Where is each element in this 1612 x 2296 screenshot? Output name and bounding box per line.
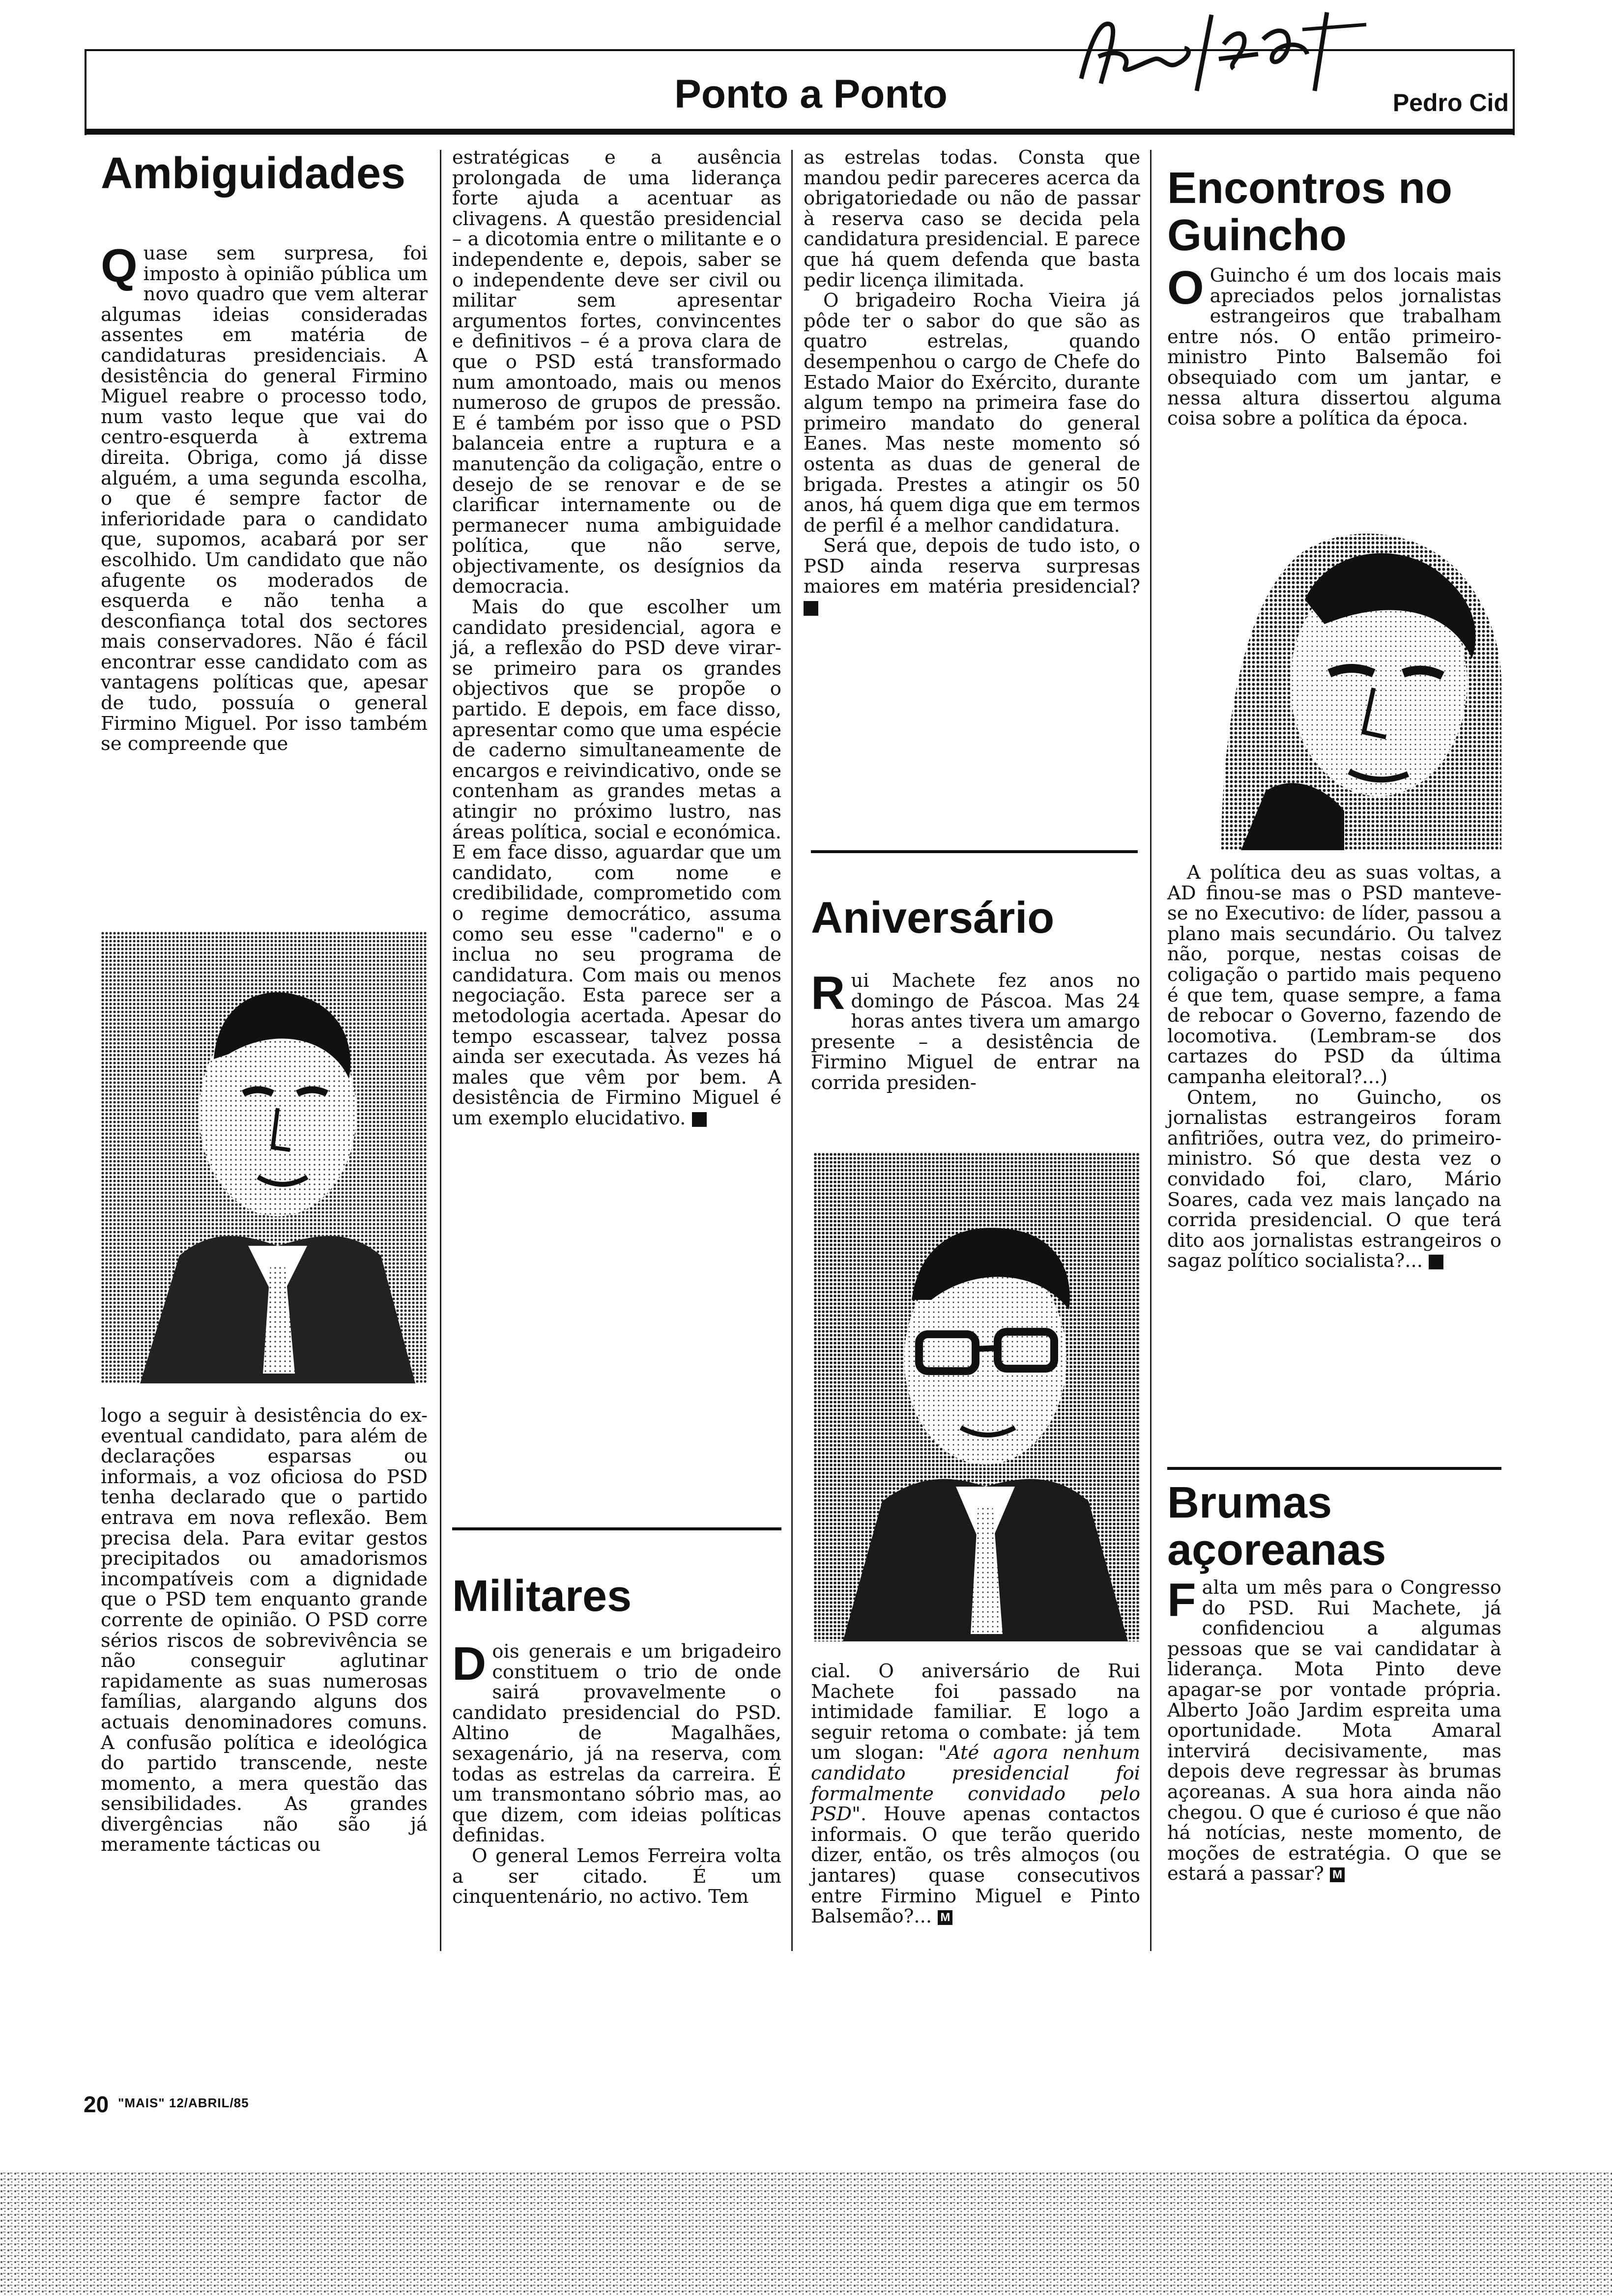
article-encontros-part2 (1167, 862, 1501, 1457)
end-mark-icon: M (1330, 1867, 1345, 1882)
page-number: 20 (84, 2092, 109, 2117)
end-mark-icon: M (1429, 1255, 1443, 1269)
headline-encontros-no-guincho: Encontros no Guincho (1167, 164, 1452, 260)
article-text: alta um mês para o Congresso do PSD. Rui Machete, já confidenciou a algumas pessoas que se vai candidatar à liderança. Mota Pinto deve apagar-se por vontade própria. Alberto João Jardim espreita uma oportunidade. Mota Amaral intervirá decisivamente, mas depois deve regressar às brumas açoreanas. A sua hora ainda não chegou. O que é curioso é que não há notícias, neste momento, de moções de estratégia. O que se estará a passar? (1167, 1577, 1501, 1885)
article-militares-part2 (804, 147, 1140, 826)
column-divider (791, 150, 793, 1951)
headline-militares: Militares (452, 1572, 632, 1621)
headline-brumas-acoreanas: Brumas açoreanas (1167, 1478, 1386, 1575)
dropcap: R (811, 967, 845, 1019)
dropcap: D (452, 1637, 487, 1690)
article-text: ois generais e um brigadeiro constituem o trio de onde sairá provavelmente o candidato presidencial do PSD. Altino de Magalhães, sexagenário, já na reserva, com todas as estrelas da carreira. É um transmontano sóbrio mas, ao que dizem, com ideias políticas definidas. (452, 1640, 781, 1847)
article-text: logo a seguir à desistência do ex-eventual candidato, para além de declarações esparsas ou informais, a voz oficiosa do PSD tenha declarado que o partido entrava em nova reflexão. Bem precisa dela. Para evitar gestos precipitados ou amadorismos incompatíveis com a dignidade que o PSD tem enquanto grande corrente de opinião. O PSD corre sérios riscos de sobrevivência se não conseguir aglutinar rapidamente as suas numerosas famílias, alargando alguns dos actuais denominadores comuns. A confusão política e ideológica do partido transcende, neste momento, a mera questão das sensibilidades. As grandes divergências não são já meramente tácticas ou (101, 1405, 428, 1856)
photo-rui-machete (813, 1152, 1140, 1641)
author-byline: Pedro Cid (1392, 89, 1509, 116)
header-border-left (85, 49, 86, 135)
publication-date: "MAIS" 12/ABRIL/85 (118, 2095, 249, 2110)
article-text: A política deu as suas voltas, a AD finou-se mas o PSD manteve-se no Executivo: de líder, passou a plano mais secundário. Ou talvez não, porque, nestas coisas de coligação o partido mais pequeno é que tem, quase sempre, a fama de rebocar o Governo, fazendo de locomotiva. (Lembram-se dos cartazes do PSD da última campanha eleitoral?...) (1167, 861, 1501, 1088)
end-mark-icon: M (692, 1112, 707, 1127)
article-quote: "Até agora nenhum candidato presidencial foi formalmente convidado pelo PSD" (811, 1742, 1140, 1826)
section-title: Ponto a Ponto (674, 72, 948, 116)
photo-politician-1 (101, 931, 428, 1383)
article-encontros-part1 (1167, 261, 1501, 482)
article-text: Será que, depois de tudo isto, o PSD ainda reserva surpresas maiores em matéria presidencial? (804, 535, 1140, 598)
article-text: O brigadeiro Rocha Vieira já pôde ter o sabor do que são as quatro estrelas, quando desempenhou o cargo de Chefe do Estado Maior do Exército, durante algum tempo na primeira fase do primeiro mandato do general Eanes. Mas neste momento só ostenta as duas de general de brigada. Prestes a atingir os 50 anos, há quem diga que em termos de perfil é a melhor candidatura. (804, 289, 1141, 537)
article-text: Ontem, no Guincho, os jornalistas estrangeiros foram anfitriões, outra vez, do primeiro-ministro. Só que desta vez o convidado foi, claro, Mário Soares, cada vez mais lançado na corrida presidencial. O que terá dito aos jornalistas estrangeiros o sagaz político socialista?... (1167, 1086, 1501, 1272)
headline-aniversario: Aniversário (811, 893, 1055, 943)
article-text: uase sem surpresa, foi imposto à opinião pública um novo quadro que vem alterar algumas ideias consideradas assentes em matéria de candidaturas presidenciais. A desistência do general Firmino Miguel reabre o processo todo, num vasto leque que vai do centro-esquerda à extrema direita. Obriga, como já disse alguém, a uma segunda escolha, o que é sempre factor de inferioridade para o candidato que, supomos, acabará por ser escolhido. Um candidato que não afugente os moderados de esquerda e não tenha a desconfiança total dos sectores mais conservadores. Não é fácil encontrar esse candidato com as vantagens políticas que, apesar de tudo, possuía o general Firmino Miguel. Por isso também se compreende que (101, 242, 428, 755)
article-text: estratégicas e a ausência prolongada de uma liderança forte ajuda a acentuar as clivagens. A questão presidencial – a dicotomia entre o militante e o independente e, depois, saber se o independente deve ser civil ou militar sem apresentar argumentos fortes, convincentes e definitivos – é a prova clara de que o PSD está transformado num amontoado, mais ou menos numeroso de grupos de pressão. E é também por isso que o PSD balanceia entre a ruptura e a manutenção da coligação, entre o desejo de se renovar e de se clarificar internamente ou de permanecer numa ambiguidade política, que não serve, objectivamente, os desígnios da democracia. (452, 146, 781, 598)
headline-ambiguidades: Ambiguidades (101, 149, 406, 198)
article-militares-part1 (452, 1637, 781, 1956)
photo-mario-soares (1167, 496, 1501, 850)
dropcap: Q (101, 239, 138, 292)
end-mark-icon: M (804, 601, 818, 616)
article-text: cial. O aniversário de Rui Machete foi passado na intimidade familiar. E logo a seguir retoma o combate: já tem um slogan: (811, 1660, 1140, 1764)
end-mark-icon: M (938, 1910, 952, 1925)
article-text: as estrelas todas. Consta que mandou pedir pareceres acerca da obrigatoriedade ou não de passar à reserva caso se decida pela candidatura presidencial. E parece que há quem defenda que basta pedir licença ilimitada. (804, 146, 1140, 291)
article-ambiguidades-part1 (101, 239, 428, 921)
dropcap: F (1167, 1574, 1196, 1626)
article-ambiguidades-part2 (101, 1406, 428, 1946)
article-brumas (1167, 1574, 1501, 1956)
article-aniversario-part2 (811, 1661, 1140, 1956)
handwritten-note (1071, 10, 1376, 93)
header-rule (85, 129, 1515, 135)
article-aniversario-part1 (811, 967, 1140, 1128)
article-text: Mais do que escolher um candidato presidencial, agora e já, a reflexão do PSD deve virar-se primeiro para os grandes objectivos que se propõe o partido. E depois, em face disso, apresentar como que uma espécie de caderno simultaneamente de encargos e reivindicativo, onde se contenham as grandes metas a atingir no próximo lustro, nas áreas política, social e económica. E em face disso, aguardar que um candidato, com nome e credibilidade, comprometido com o regime democrático, assuma como seu esse "caderno" e o inclua no seu programa de candidatura. Com mais ou menos negociação. Esta parece ser a metodologia acertada. Apesar do tempo escassear, talvez possa ainda ser executada. Às vezes há males que vêm por bem. A desistência de Firmino Miguel é um exemplo elucidativo. (452, 596, 781, 1129)
article-text: Guincho é um dos locais mais apreciados pelos jornalistas estrangeiros que trabalham entre nós. O então primeiro-ministro Pinto Balsemão foi obsequiado com um jantar, e nessa altura dissertou alguma coisa sobre a política da época. (1167, 264, 1501, 430)
dropcap: O (1167, 261, 1204, 314)
article-text: . Houve apenas contactos informais. O que terão querido dizer, então, os três almoços (ou jantares) quase consecutivos entre Firmino Miguel e Pinto Balsemão?... (811, 1803, 1140, 1928)
header-border-right (1513, 49, 1515, 135)
article-separator (811, 850, 1138, 853)
column-divider (1150, 150, 1151, 1951)
article-ambiguidades-part3 (452, 147, 781, 1479)
column-divider (440, 150, 441, 1951)
article-separator (452, 1527, 781, 1530)
article-text: O general Lemos Ferreira volta a ser citado. É um cinquentenário, no activo. Tem (452, 1844, 781, 1908)
article-separator (1167, 1467, 1501, 1470)
article-text: ui Machete fez anos no domingo de Páscoa. Mas 24 horas antes tivera um amargo presente – a desistência de Firmino Miguel de entrar na corrida presiden- (811, 970, 1140, 1094)
header-border (85, 49, 1515, 51)
scan-noise (0, 2172, 1612, 2296)
